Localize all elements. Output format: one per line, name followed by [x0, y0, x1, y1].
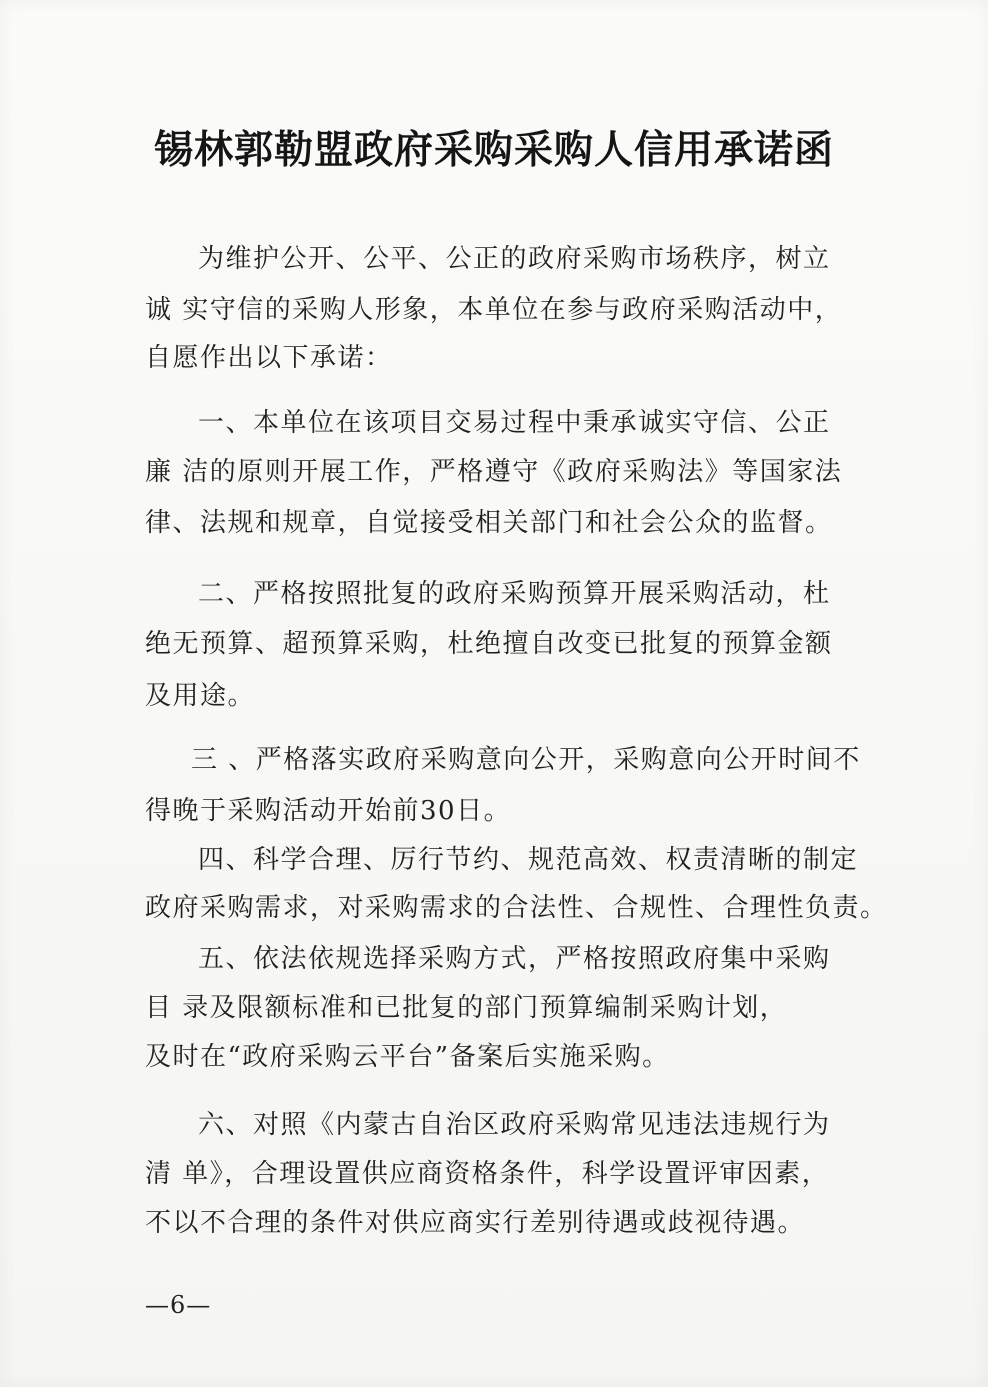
document-title: 锡林郭勒盟政府采购采购人信用承诺函	[153, 127, 834, 173]
page-number: —6—	[145, 1291, 212, 1319]
item-5-line-3: 及时在“政府采购云平台”备案后实施采购。	[145, 1042, 670, 1072]
item-5-line-2: 目 录及限额标准和已批复的部门预算编制采购计划，	[145, 993, 788, 1023]
item-3-line-1: 三 、严格落实政府采购意向公开，采购意向公开时间不	[191, 745, 861, 775]
intro-line-3: 自愿作出以下承诺：	[145, 343, 393, 373]
item-1-line-1: 一、本单位在该项目交易过程中秉承诚实守信、公正	[198, 408, 831, 438]
item-6-line-1: 六、对照《内蒙古自治区政府采购常见违法违规行为	[198, 1110, 831, 1140]
item-5-line-1: 五、依法依规选择采购方式，严格按照政府集中采购	[198, 944, 831, 974]
item-1-line-3: 律、法规和规章，自觉接受相关部门和社会公众的监督。	[145, 508, 833, 538]
item-2-line-3: 及用途。	[145, 681, 256, 711]
intro-line-2: 诚 实守信的采购人形象，本单位在参与政府采购活动中，	[145, 295, 843, 325]
intro-line-1: 为维护公开、公平、公正的政府采购市场秩序，树立	[198, 244, 831, 274]
item-4-line-1: 四、科学合理、厉行节约、规范高效、权责清晰的制定	[198, 845, 859, 875]
item-1-line-2: 廉 洁的原则开展工作，严格遵守《政府采购法》等国家法	[145, 457, 843, 487]
item-3-line-2: 得晚于采购活动开始前30日。	[145, 796, 512, 826]
item-2-line-2: 绝无预算、超预算采购，杜绝擅自改变已批复的预算金额	[145, 629, 833, 659]
item-4-line-2: 政府采购需求，对采购需求的合法性、合规性、合理性负责。	[145, 893, 888, 923]
item-6-line-2: 清 单》，合理设置供应商资格条件，科学设置评审因素，	[145, 1159, 830, 1189]
item-2-line-1: 二、严格按照批复的政府采购预算开展采购活动，杜	[198, 579, 831, 609]
item-6-line-3: 不以不合理的条件对供应商实行差别待遇或歧视待遇。	[145, 1208, 806, 1238]
